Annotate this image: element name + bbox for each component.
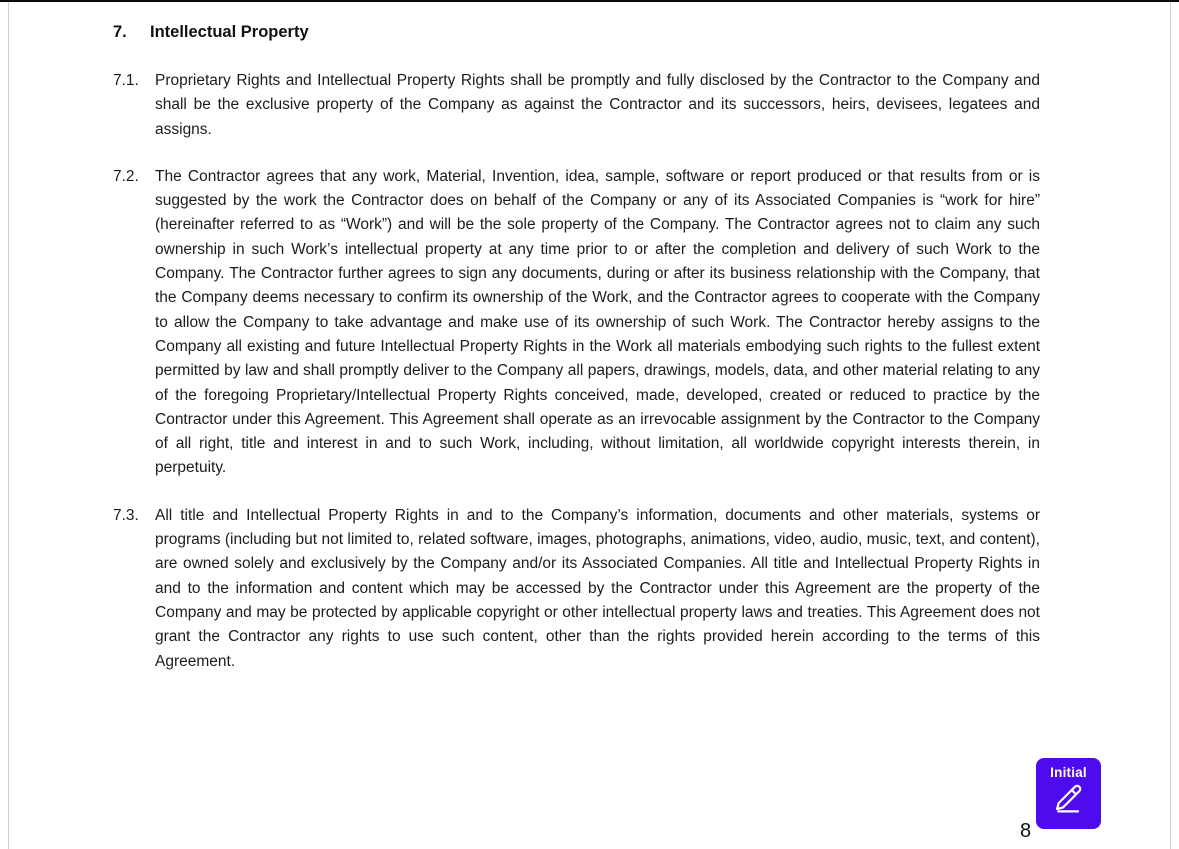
clause-number: 7.3. (113, 506, 139, 524)
page-right-edge (1170, 2, 1171, 849)
page-left-edge (8, 2, 9, 849)
pen-icon (1051, 782, 1087, 814)
initial-button-label: Initial (1050, 765, 1087, 780)
clause-7-2 (113, 165, 1040, 481)
page-number: 8 (1020, 820, 1032, 842)
page-top-border (0, 0, 1179, 2)
clause-number: 7.1. (113, 72, 139, 89)
section-heading-number: 7. (113, 23, 127, 41)
section-heading (113, 22, 1040, 42)
clause-text: All title and Intellectual Property Rights in and to the Company’s information, documents and other materials, systems or programs (including but not limited to, related software, images, photographs, animations, video, audio, music, text, and content), are owned solely and exclusively by the Company and/or its Associated Companies. All title and Intellectual Property Rights in and to the information and content which may be accessed by the Contractor under this Agreement are the property of the Company and may be protected by applicable copyright or other intellectual property laws and treaties. This Agreement does not grant the Contractor any rights to use such content, other than the rights provided herein according to the terms of this Agreement. (155, 506, 1040, 670)
clause-7-3 (113, 504, 1040, 674)
clause-7-1 (113, 69, 1040, 142)
clause-text: Proprietary Rights and Intellectual Property Rights shall be promptly and fully disclosed by the Contractor to the Company and shall be the exclusive property of the Company as against the Contractor and its successors, heirs, devisees, legatees and assigns. (155, 72, 1040, 138)
section-heading-title: Intellectual Property (150, 23, 309, 41)
initial-button[interactable] (1036, 758, 1101, 829)
contract-page (113, 22, 1040, 674)
clause-text: The Contractor agrees that any work, Material, Invention, idea, sample, software or report produced or that results from or is suggested by the work the Contractor does on behalf of the Company or any of its Associated Companies is “work for hire” (hereinafter referred to as “Work”) and will be the sole property of the Company. The Contractor agrees not to claim any such ownership in such Work’s intellectual property at any time prior to or after the completion and delivery of such Work to the Company. The Contractor further agrees to sign any documents, during or after its business relationship with the Company, that the Company deems necessary to confirm its ownership of the Work, and the Contractor agrees to cooperate with the Company to allow the Company to take advantage and make use of its ownership of such Work. The Contractor hereby assigns to the Company all existing and future Intellectual Property Rights in the Work all materials embodying such rights to the fullest extent permitted by law and shall promptly deliver to the Company all papers, drawings, models, data, and other material relating to any of the foregoing Proprietary/Intellectual Property Rights conceived, made, developed, created or reduced to practice by the Contractor under this Agreement. This Agreement shall operate as an irrevocable assignment by the Contractor to the Company of all right, title and interest in and to such Work, including, without limitation, all worldwide copyright interests therein, in perpetuity. (155, 167, 1040, 477)
clause-number: 7.2. (113, 167, 139, 185)
